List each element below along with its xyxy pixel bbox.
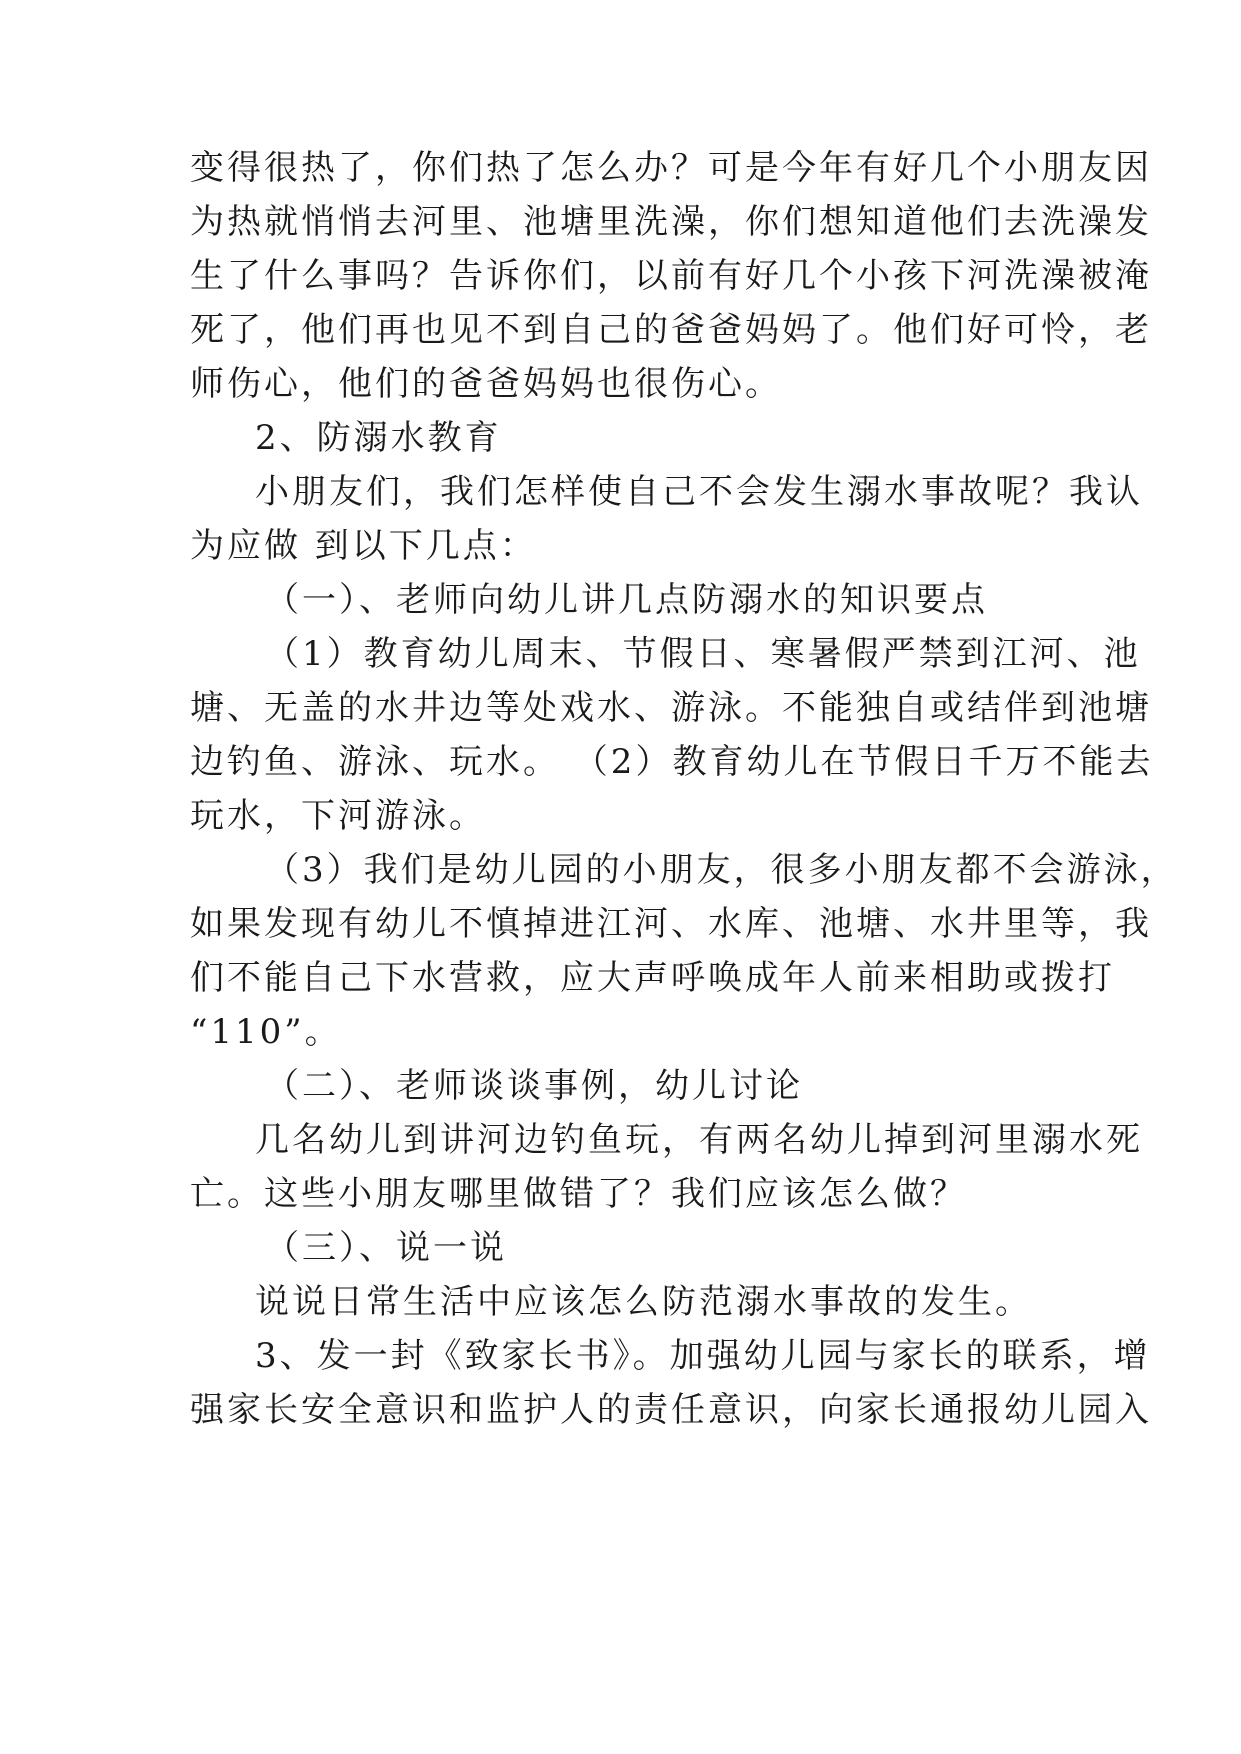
text-line: 们不能自己下水营救，应大声呼唤成年人前来相助或拨打 [190,958,1115,998]
subsection-heading: （二）、老师谈谈事例，幼儿讨论 [265,1066,803,1106]
section-heading: 3、发一封《致家长书》。加强幼儿园与家长的联系，增 [255,1336,1151,1376]
text-line: 说说日常生活中应该怎么防范溺水事故的发生。 [255,1282,1032,1322]
text-line: 为应做 到以下几点： [190,526,537,566]
text-line: “110”。 [190,1012,342,1052]
text-line: 强家长安全意识和监护人的责任意识，向家长通报幼儿园入 [190,1390,1152,1430]
text-line: 变得很热了，你们热了怎么办？可是今年有好几个小朋友因 [190,148,1152,188]
text-line: 小朋友们，我们怎样使自己不会发生溺水事故呢？我认 [255,472,1143,512]
text-line: （1）教育幼儿周末、节假日、寒暑假严禁到江河、池 [265,634,1141,674]
text-line: 塘、无盖的水井边等处戏水、游泳。不能独自或结伴到池塘 [190,688,1152,728]
text-line: 为热就悄悄去河里、池塘里洗澡，你们想知道他们去洗澡发 [190,202,1152,242]
subsection-heading: （三）、说一说 [265,1228,507,1268]
text-line: 如果发现有幼儿不慎掉进江河、水库、池塘、水井里等，我 [190,904,1152,944]
text-line: 几名幼儿到讲河边钓鱼玩，有两名幼儿掉到河里溺水死 [255,1120,1143,1160]
subsection-heading: （一）、老师向幼儿讲几点防溺水的知识要点 [265,580,988,620]
text-line: （3）我们是幼儿园的小朋友，很多小朋友都不会游泳， [265,850,1178,890]
text-line: 亡。这些小朋友哪里做错了？我们应该怎么做？ [190,1174,967,1214]
text-line: 玩水，下河游泳。 [190,796,486,836]
text-line: 边钓鱼、游泳、玩水。 （2）教育幼儿在节假日千万不能去 [190,742,1154,782]
text-line: 生了什么事吗？告诉你们，以前有好几个小孩下河洗澡被淹 [190,256,1152,296]
text-line: 死了，他们再也见不到自己的爸爸妈妈了。他们好可怜，老 [190,310,1152,350]
text-line: 师伤心，他们的爸爸妈妈也很伤心。 [190,364,782,404]
section-heading: 2、防溺水教育 [255,418,502,458]
